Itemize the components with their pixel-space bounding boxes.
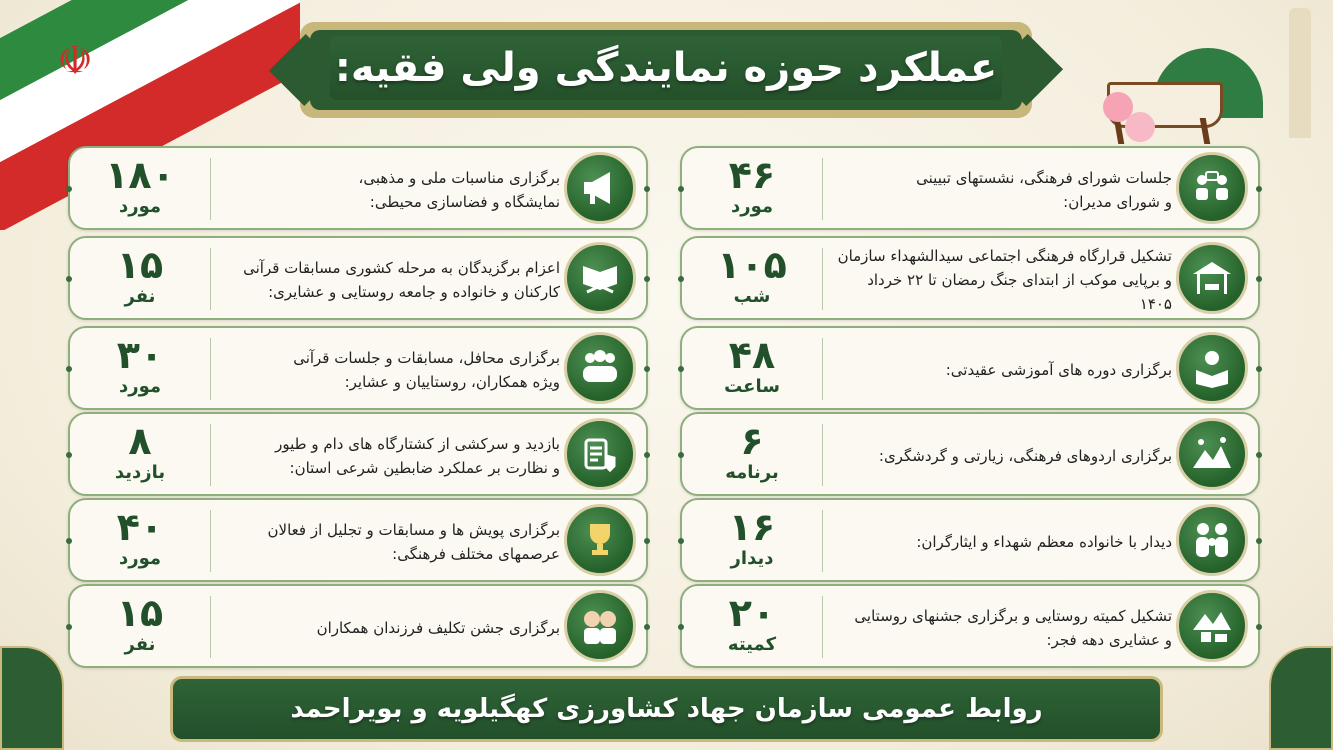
stat-card [68, 146, 648, 230]
stat-value: ۱۵ نفر [116, 591, 164, 655]
stat-card [680, 326, 1260, 410]
stat-card [680, 584, 1260, 668]
stat-card [680, 236, 1260, 320]
stat-value: ۱۸۰ مورد [105, 153, 175, 217]
quran-icon [564, 242, 636, 314]
footer-text: روابط عمومی سازمان جهاد کشاورزی کهگیلویه و بویراحمد [290, 694, 1043, 724]
trophy-icon [564, 504, 636, 576]
stat-value: ۴۸ ساعت [724, 333, 780, 397]
stat-value: ۲۰ کمیته [727, 591, 777, 655]
reader-icon [1176, 332, 1248, 404]
footer-ornament [1269, 646, 1333, 750]
stat-description: تشکیل کمیته روستایی و برگزاری جشنهای روستایی و عشایری دهه فجر: [854, 607, 1172, 649]
page-title: عملکرد حوزه نمایندگی ولی فقیه: [330, 36, 1002, 100]
stat-value: ۸ بازدید [114, 419, 166, 483]
stat-description: بازدید و سرکشی از کشتارگاه های دام و طیور و نظارت بر عملکرد ضابطین شرعی استان: [275, 435, 560, 477]
title-banner [270, 22, 1062, 118]
tent-icon [1176, 242, 1248, 314]
stat-card [68, 326, 648, 410]
stat-description: تشکیل قرارگاه فرهنگی اجتماعی سیدالشهداء سازمان و برپایی موکب از ابتدای جنگ رمضان تا ۲۲ خرداد ۱۴۰۵ [837, 247, 1172, 313]
stat-description: جلسات شورای فرهنگی، نشستهای تبیینی و شورای مدیران: [916, 169, 1172, 211]
meeting-icon [1176, 152, 1248, 224]
stat-card [68, 584, 648, 668]
stat-description: برگزاری محافل، مسابقات و جلسات قرآنی ویژه همکاران، روستاییان و عشایر: [293, 349, 560, 391]
stat-value: ۶ برنامه [725, 419, 779, 483]
family-icon [1176, 504, 1248, 576]
mountain-trip-icon [1176, 418, 1248, 490]
stat-value: ۴۶ مورد [728, 153, 776, 217]
checklist-shield-icon [564, 418, 636, 490]
stat-description: برگزاری دوره های آموزشی عقیدتی: [945, 361, 1172, 379]
stat-description: برگزاری پویش ها و مسابقات و تجلیل از فعالان عرصمهای مختلف فرهنگی: [267, 521, 560, 563]
group-icon [564, 332, 636, 404]
megaphone-icon [564, 152, 636, 224]
stat-card [68, 236, 648, 320]
flag-emblem-icon: ☫ [57, 38, 93, 84]
stat-card [68, 498, 648, 582]
stat-value: ۱۰۵ شب [717, 243, 787, 307]
stat-description: دیدار با خانواده معظم شهداء و ایثارگران: [916, 533, 1172, 551]
footer-ornament [0, 646, 64, 750]
stat-value: ۴۰ مورد [116, 505, 164, 569]
stat-card [68, 412, 648, 496]
stat-description: برگزاری اردوهای فرهنگی، زیارتی و گردشگری: [878, 447, 1172, 465]
stat-value: ۱۶ دیدار [728, 505, 776, 569]
stat-card [680, 498, 1260, 582]
stat-description: اعزام برگزیدگان به مرحله کشوری مسابقات قرآنی کارکنان و خانواده و جامعه روستایی و عشایری: [243, 259, 560, 301]
stat-value: ۱۵ نفر [116, 243, 164, 307]
stat-description: برگزاری جشن تکلیف فرزندان همکاران [316, 619, 560, 637]
stat-value: ۳۰ مورد [116, 333, 164, 397]
stat-card [680, 412, 1260, 496]
village-icon [1176, 590, 1248, 662]
footer-banner [170, 676, 1163, 742]
mosque-quran-decoration [1093, 0, 1333, 160]
stat-description: برگزاری مناسبات ملی و مذهبی، نمایشگاه و فضاسازی محیطی: [358, 169, 560, 211]
children-icon [564, 590, 636, 662]
stat-card [680, 146, 1260, 230]
